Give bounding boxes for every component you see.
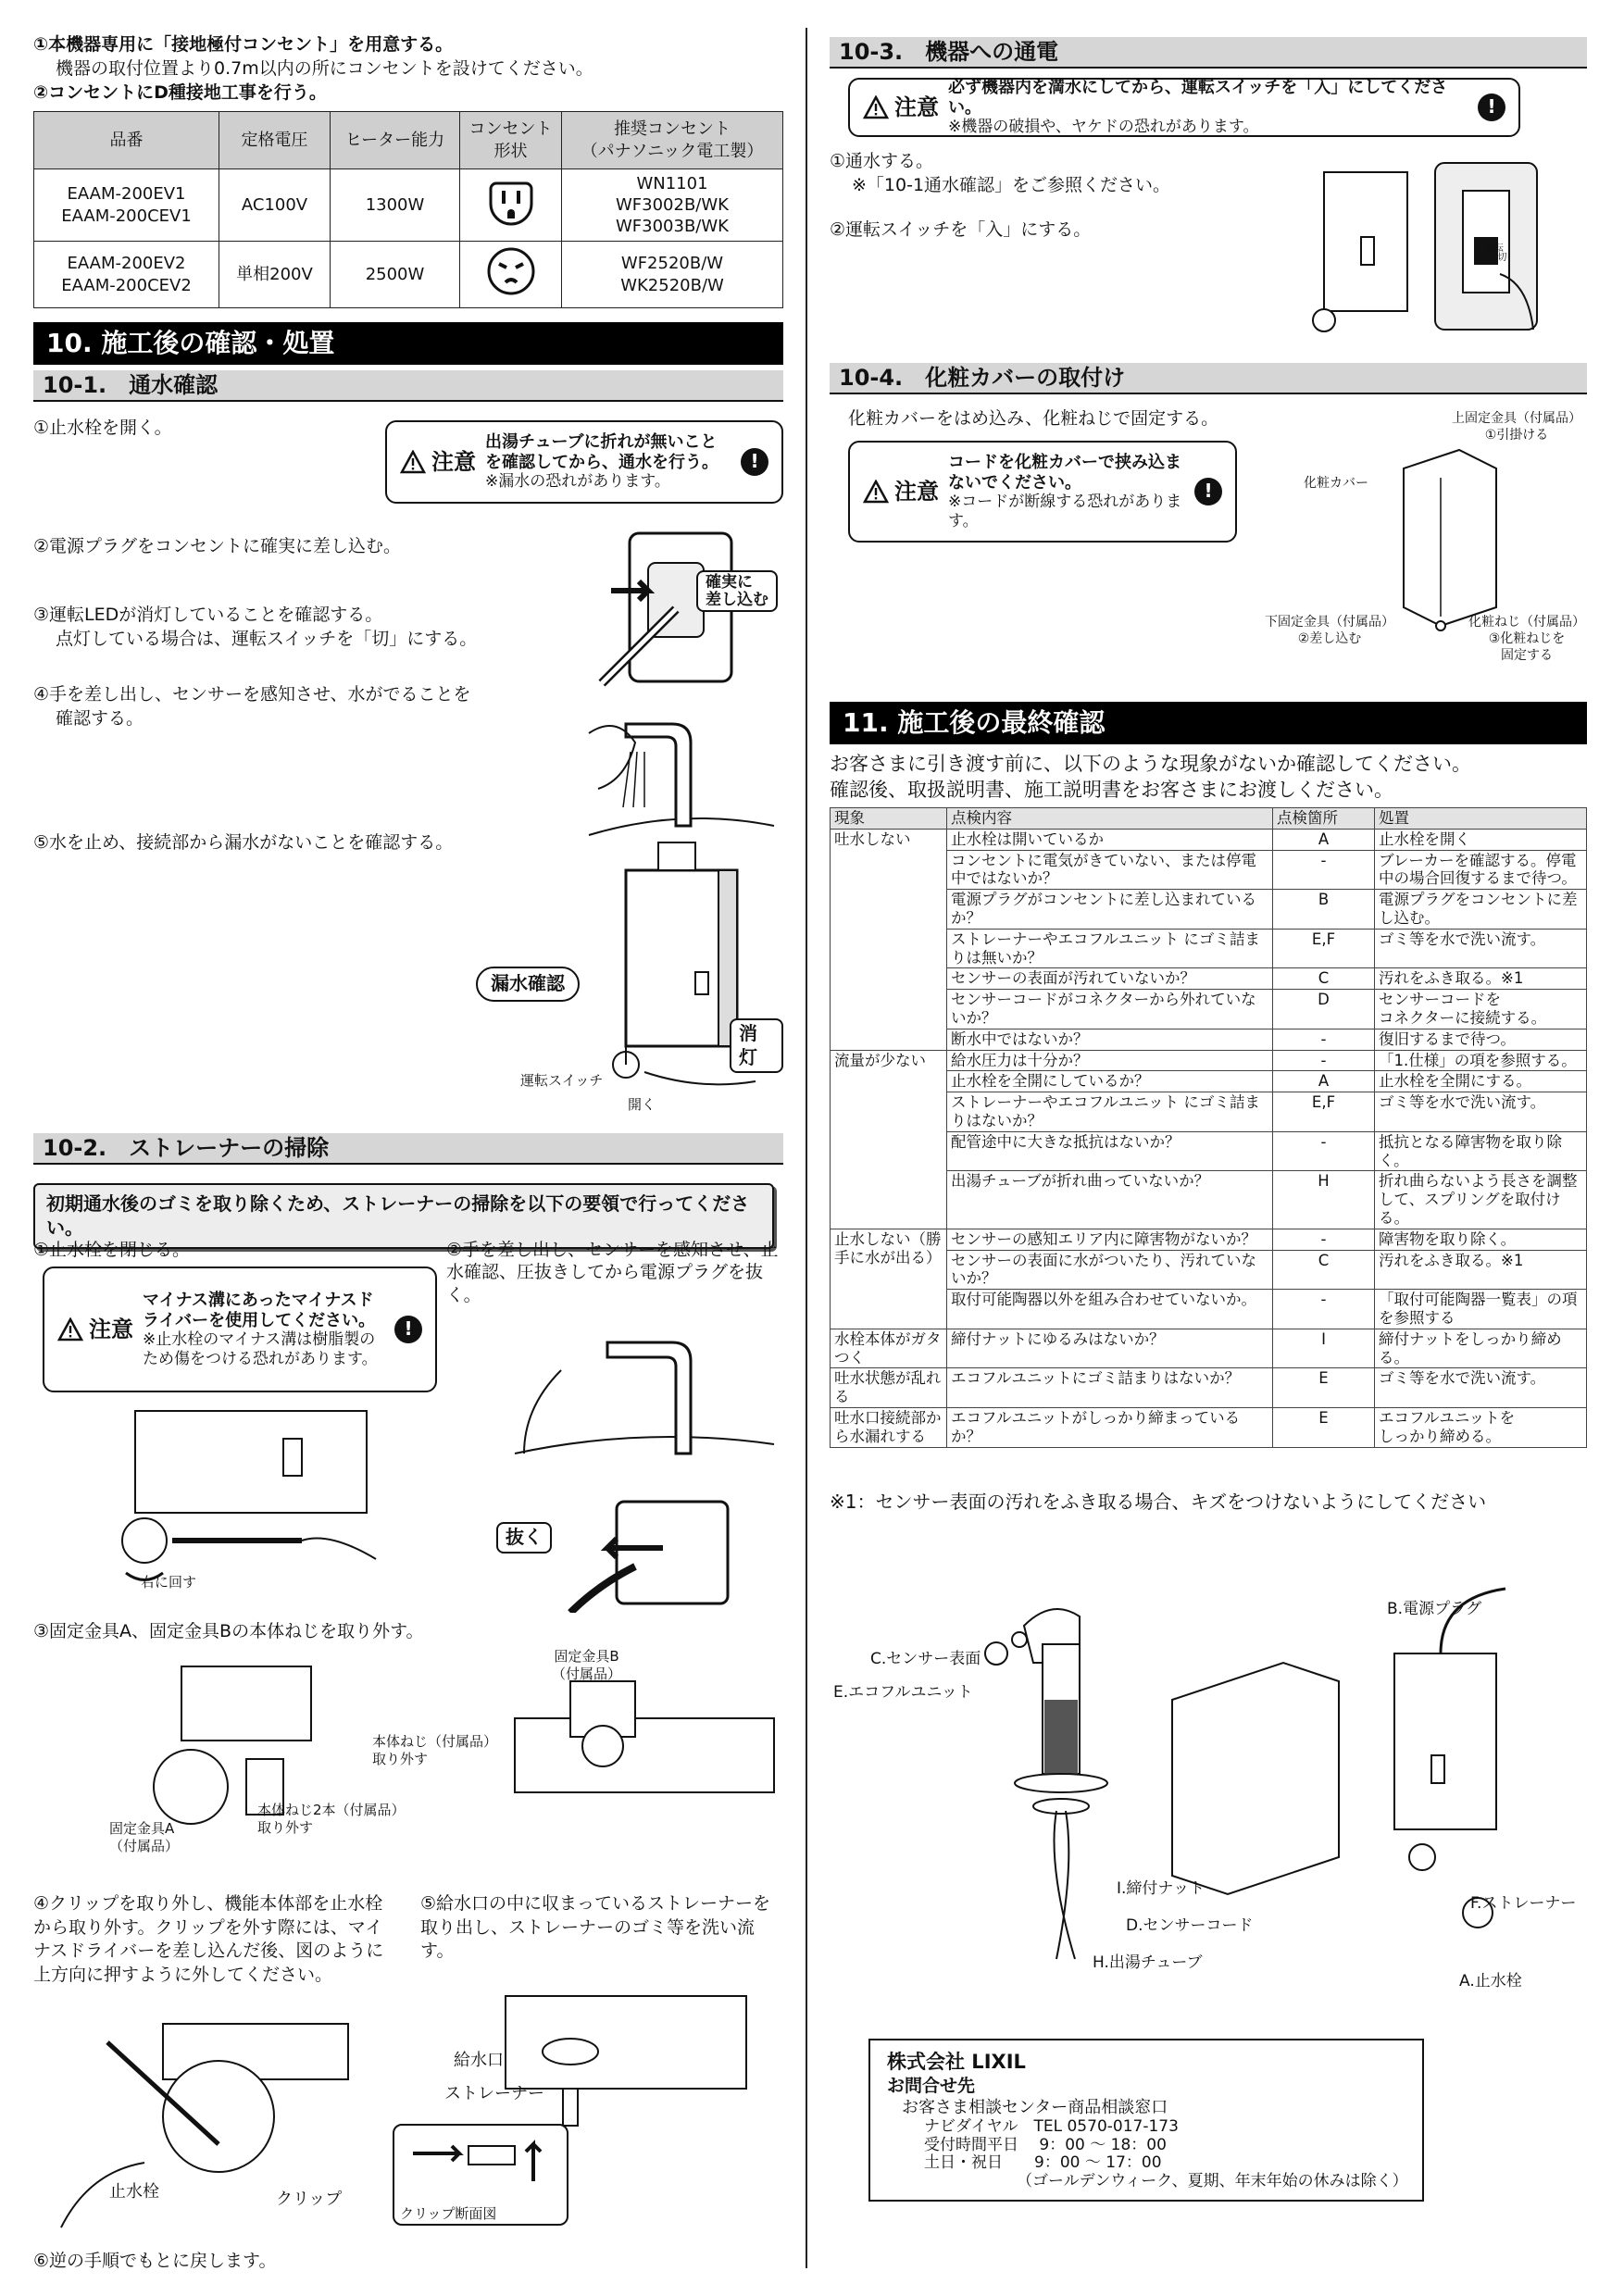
check-action: 「取付可能陶器一覧表」の項を参照する xyxy=(1375,1290,1587,1329)
final-check-table xyxy=(830,807,1587,1448)
check-action: ゴミ等を水で洗い流す。 xyxy=(1375,1368,1587,1408)
grounded-outlet-200v-icon xyxy=(460,242,562,308)
holiday-note: （ゴールデンウィーク、夏期、年末年始の休みは除く） xyxy=(1017,2171,1408,2190)
contact-box xyxy=(868,2039,1424,2202)
check-location: E xyxy=(1273,1368,1375,1408)
check-table-row xyxy=(831,1329,1587,1368)
check-phenomenon: 流量が少ない xyxy=(831,1050,947,1229)
check-location: - xyxy=(1273,1029,1375,1050)
warning-triangle-icon xyxy=(863,480,889,504)
step-10-1-3b: 点灯している場合は、運転スイッチを「切」にする。 xyxy=(56,629,478,649)
clip-section-icon xyxy=(394,2126,567,2200)
check-content: 止水栓は開いているか xyxy=(947,829,1273,850)
check-action: 汚れをふき取る。※1 xyxy=(1375,1250,1587,1290)
exclamation-icon: ! xyxy=(1478,94,1505,121)
exclamation-icon: ! xyxy=(1194,478,1222,505)
check-location: A xyxy=(1273,829,1375,850)
final-intro-1: お客さまに引き渡す前に、以下のような現象がないか確認してください。 xyxy=(830,753,1471,775)
caution-message: マイナス溝にあったマイナスドライバーを使用してください。 ※止水栓のマイナス溝は樹脂製のため傷をつける恐れがあります。 xyxy=(143,1291,378,1368)
footnote: ※1：センサー表面の汚れをふき取る場合、キズをつけないようにしてください xyxy=(830,1491,1487,1513)
check-action: センサーコードを コネクターに接続する。 xyxy=(1375,990,1587,1029)
check-content: コンセントに電気がきていない、または停電中ではないか？ xyxy=(947,850,1273,890)
check-phenomenon: 吐水状態が乱れる xyxy=(831,1368,947,1408)
check-action: 電源プラグをコンセントに差し込む。 xyxy=(1375,890,1587,930)
spec-model: EAAM-200EV2 EAAM-200CEV2 xyxy=(34,242,219,308)
open-label: 開く xyxy=(628,1096,656,1113)
step-10-1-4a: ④手を差し出し、センサーを感知させ、水がでることを xyxy=(33,684,471,705)
clip-section-label: クリップ断面図 xyxy=(400,2205,497,2222)
check-phenomenon: 吐水しない xyxy=(831,829,947,1050)
step-10-1-1: ①止水栓を開く。 xyxy=(33,418,172,438)
spec-heater: 2500W xyxy=(331,242,460,308)
cover-instruction: 化粧カバーをはめ込み、化粧ねじで固定する。 xyxy=(848,408,1219,429)
company-name: 株式会社 LIXIL xyxy=(887,2051,1026,2073)
check-table-row xyxy=(831,1368,1587,1408)
check-content: 電源プラグがコンセントに差し込まれているか？ xyxy=(947,890,1273,930)
weekday-hours: 受付時間平日 9：00 ～ 18：00 xyxy=(924,2135,1167,2154)
step-10-3-1: ①通水する。 xyxy=(830,151,934,171)
check-location: D xyxy=(1273,990,1375,1029)
check-content: 出湯チューブが折れ曲っていないか？ xyxy=(947,1171,1273,1229)
warning-triangle-icon xyxy=(400,450,426,474)
navi-dial: ナビダイヤル TEL 0570-017-173 xyxy=(924,2117,1179,2137)
section-10-1-title: 10-1. 通水確認 xyxy=(33,370,783,402)
spec-recommended: WN1101 WF3002B/WK WF3003B/WK xyxy=(562,169,783,242)
check-table-row xyxy=(831,829,1587,850)
leak-check-callout: 漏水確認 xyxy=(476,967,580,1002)
power-switch-illustration xyxy=(1305,154,1546,339)
check-content: センサーコードがコネクターから外れていないか？ xyxy=(947,990,1273,1029)
faucet-hand-illustration xyxy=(580,696,783,844)
step-10-1-5: ⑤水を止め、接続部から漏水がないことを確認する。 xyxy=(33,832,454,853)
exclamation-icon: ! xyxy=(741,448,768,476)
strainer-banner: 初期通水後のゴミを取り除くため、ストレーナーの掃除を以下の要領で行ってください。 xyxy=(33,1183,774,1249)
step-10-3-1b: ※「10-1通水確認」をご参照ください。 xyxy=(852,175,1171,195)
check-content: センサーの表面が汚れていないか？ xyxy=(947,968,1273,990)
caution-label: 注意 xyxy=(57,1316,133,1344)
caution-message: 出湯チューブに折れが無いことを確認してから、通水を行う。 ※漏水の恐れがあります。 xyxy=(485,432,718,492)
clip-label: クリップ xyxy=(276,2190,343,2209)
bracket-b-illustration xyxy=(487,1663,783,1839)
cover-screw-label: 化粧ねじ（付属品） ③化粧ねじを 固定する xyxy=(1468,615,1585,663)
step-10-1-4b: 確認する。 xyxy=(56,708,144,729)
spec-table xyxy=(33,111,783,308)
spec-row xyxy=(34,242,783,308)
check-content: 取付可能陶器以外を組み合わせていないか。 xyxy=(947,1290,1273,1329)
part-b-label: B.電源プラグ xyxy=(1387,1600,1482,1618)
caution-message: コードを化粧カバーで挟み込まないでください。 ※コードが断線する恐れがあります。 xyxy=(948,453,1182,530)
check-action: 障害物を取り除く。 xyxy=(1375,1229,1587,1250)
check-phenomenon: 吐水口接続部から水漏れする xyxy=(831,1407,947,1447)
check-table-row xyxy=(831,1050,1587,1071)
step-10-2-1: ①止水栓を閉じる。 xyxy=(33,1240,191,1260)
step-10-2-3: ③固定金具A、固定金具Bの本体ねじを取り外す。 xyxy=(33,1621,424,1641)
part-d-label: D.センサーコード xyxy=(1126,1916,1254,1935)
check-location: B xyxy=(1273,890,1375,930)
check-content: 給水圧力は十分か？ xyxy=(947,1050,1273,1071)
check-location: E,F xyxy=(1273,929,1375,968)
step-10-3-2: ②運転スイッチを「入」にする。 xyxy=(830,219,1092,240)
caution-label: 注意 xyxy=(400,448,476,477)
check-location: A xyxy=(1273,1071,1375,1092)
section-10-3-title: 10-3. 機器への通電 xyxy=(830,37,1587,69)
check-action: 折れ曲らないよう長さを調整して、スプリングを取付ける。 xyxy=(1375,1171,1587,1229)
switch-label: 運転スイッチ xyxy=(520,1072,604,1089)
caution-box-power xyxy=(848,78,1520,137)
cover-install-illustration xyxy=(1385,441,1505,635)
caution-box-driver xyxy=(43,1267,437,1392)
upper-bracket-label: 上固定金具（付属品） ①引掛ける xyxy=(1452,411,1581,443)
check-header-location: 点検箇所 xyxy=(1273,808,1375,830)
step-10-2-5: ⑤給水口の中に収まっているストレーナーを取り出し、ストレーナーのゴミ等を洗い流す。 xyxy=(420,1893,771,1962)
check-table-row xyxy=(831,1229,1587,1250)
stopcock-label: 止水栓 xyxy=(109,2182,159,2202)
check-content: センサーの感知エリア内に障害物がないか？ xyxy=(947,1229,1273,1250)
check-content: 締付ナットにゆるみはないか？ xyxy=(947,1329,1273,1368)
check-content: エコフルユニットがしっかり締まっているか？ xyxy=(947,1407,1273,1447)
step-10-2-4: ④クリップを取り外し、機能本体部を止水栓から取り外す。クリップを外す際には、マイナスドライバーを差し込んだ後、図のように上方向に押すように外してください。 xyxy=(33,1893,384,1985)
section-10-title: 10. 施工後の確認・処置 xyxy=(33,322,783,365)
check-table-body xyxy=(831,829,1587,1447)
check-location: E xyxy=(1273,1407,1375,1447)
body-screw-label: 本体ねじ（付属品） 取り外す xyxy=(372,1733,498,1768)
check-action: 止水栓を全開にする。 xyxy=(1375,1071,1587,1092)
part-h-label: H.出湯チューブ xyxy=(1093,1953,1203,1972)
spec-header-heater: ヒーター能力 xyxy=(331,112,460,169)
check-header-content: 点検内容 xyxy=(947,808,1273,830)
spec-voltage: AC100V xyxy=(219,169,331,242)
check-location: E,F xyxy=(1273,1092,1375,1132)
step-10-2-2: ②手を差し出し、センサーを感知させ、止水確認、圧抜きしてから電源プラグを抜く。 xyxy=(446,1240,779,1305)
spec-header-voltage: 定格電圧 xyxy=(219,112,331,169)
step-10-1-3a: ③運転LEDが消灯していることを確認する。 xyxy=(33,605,383,625)
check-action: ゴミ等を水で洗い流す。 xyxy=(1375,1092,1587,1132)
section-10-2-title: 10-2. ストレーナーの掃除 xyxy=(33,1133,783,1165)
check-phenomenon: 水栓本体がガタつく xyxy=(831,1329,947,1368)
stopcock-driver-illustration xyxy=(98,1402,404,1596)
lower-bracket-label: 下固定金具（付属品） ②差し込む xyxy=(1265,615,1394,646)
check-content: ストレーナーやエコフルユニット にゴミ詰まりは無いか？ xyxy=(947,929,1273,968)
step-10-2-6: ⑥逆の手順でもとに戻します。 xyxy=(33,2251,277,2271)
check-content: エコフルユニットにゴミ詰まりはないか？ xyxy=(947,1368,1273,1408)
check-header-phenomenon: 現象 xyxy=(831,808,947,830)
caution-message: 必ず機器内を満水にしてから、運転スイッチを「入」にしてください。 ※機器の破損や、ヤケドの恐れがあります。 xyxy=(948,78,1448,137)
intro-line-2: 機器の取付位置より0.7m以内の所にコンセントを設けてください。 xyxy=(56,58,593,79)
strainer-illustration xyxy=(487,1978,783,2144)
caution-label: 注意 xyxy=(863,94,939,122)
step-10-1-2: ②電源プラグをコンセントに確実に差し込む。 xyxy=(33,536,402,556)
check-action: ブレーカーを確認する。停電中の場合回復するまで待つ。 xyxy=(1375,850,1587,890)
part-f-label: F.ストレーナー xyxy=(1470,1894,1577,1913)
warning-triangle-icon xyxy=(863,95,889,119)
part-a-label: A.止水栓 xyxy=(1459,1972,1522,1990)
pull-plug-illustration xyxy=(561,1492,746,1613)
led-off-callout: 消灯 xyxy=(730,1018,783,1073)
part-e-label: E.エコフルユニット xyxy=(833,1683,973,1702)
pull-callout: 抜く xyxy=(496,1522,552,1554)
check-location: - xyxy=(1273,850,1375,890)
check-content: 断水中ではないか？ xyxy=(947,1029,1273,1050)
check-content: ストレーナーやエコフルユニット にゴミ詰まりはないか？ xyxy=(947,1092,1273,1132)
check-location: C xyxy=(1273,968,1375,990)
inquiry-label: お問合せ先 xyxy=(887,2075,976,2096)
check-header-action: 処置 xyxy=(1375,808,1587,830)
check-action: エコフルユニットを しっかり締める。 xyxy=(1375,1407,1587,1447)
check-action: 締付ナットをしっかり締める。 xyxy=(1375,1329,1587,1368)
part-c-label: C.センサー表面 xyxy=(870,1650,981,1668)
center-label: お客さま相談センター商品相談窓口 xyxy=(902,2098,1168,2118)
warning-triangle-icon xyxy=(57,1317,83,1341)
check-content: 止水栓を全開にしているか？ xyxy=(947,1071,1273,1092)
body-screws-label: 本体ねじ2本（付属品） 取り外す xyxy=(257,1802,406,1837)
spec-heater: 1300W xyxy=(331,169,460,242)
strainer-label: ストレーナー xyxy=(444,2084,544,2103)
check-location: H xyxy=(1273,1171,1375,1229)
caution-box-cord xyxy=(848,441,1237,543)
bracket-a-label: 固定金具A （付属品） xyxy=(109,1820,180,1855)
intro-line-3: ②コンセントにD種接地工事を行う。 xyxy=(33,82,327,103)
check-action: 止水栓を開く xyxy=(1375,829,1587,850)
section-10-4-title: 10-4. 化粧カバーの取付け xyxy=(830,363,1587,394)
holiday-hours: 土日・祝日 9：00 ～ 17：00 xyxy=(924,2153,1162,2173)
check-location: - xyxy=(1273,1290,1375,1329)
spec-model: EAAM-200EV1 EAAM-200CEV1 xyxy=(34,169,219,242)
check-table-row xyxy=(831,1407,1587,1447)
check-action: 抵抗となる障害物を取り除く。 xyxy=(1375,1131,1587,1171)
check-location: - xyxy=(1273,1131,1375,1171)
spec-header-model: 品番 xyxy=(34,112,219,169)
check-content: 配管途中に大きな抵抗はないか？ xyxy=(947,1131,1273,1171)
check-content: センサーの表面に水がついたり、汚れていないか？ xyxy=(947,1250,1273,1290)
check-location: - xyxy=(1273,1050,1375,1071)
check-action: 「1.仕様」の項を参照する。 xyxy=(1375,1050,1587,1071)
power-panel-label: 運転 入/切 xyxy=(1485,243,1507,263)
spec-row xyxy=(34,169,783,242)
plug-callout: 確実に 差し込む xyxy=(696,570,778,612)
turn-right-label: 右に回す xyxy=(141,1574,197,1591)
check-action: ゴミ等を水で洗い流す。 xyxy=(1375,929,1587,968)
caution-box-tube xyxy=(385,420,783,504)
spec-voltage: 単相200V xyxy=(219,242,331,308)
check-action: 復旧するまで待つ。 xyxy=(1375,1029,1587,1050)
faucet-stop-illustration xyxy=(506,1315,783,1472)
check-phenomenon: 止水しない（勝手に水が出る） xyxy=(831,1229,947,1329)
part-i-label: I.締付ナット xyxy=(1117,1879,1206,1898)
section-11-title: 11. 施工後の最終確認 xyxy=(830,702,1587,744)
check-location: C xyxy=(1273,1250,1375,1290)
check-action: 汚れをふき取る。※1 xyxy=(1375,968,1587,990)
cover-label: 化粧カバー xyxy=(1304,476,1368,491)
grounded-outlet-100v-icon xyxy=(460,169,562,242)
column-divider xyxy=(806,28,807,2268)
bracket-b-label: 固定金具B （付属品） xyxy=(552,1648,622,1683)
spec-header-recommended: 推奨コンセント （パナソニック電工製） xyxy=(562,112,783,169)
caution-label: 注意 xyxy=(863,478,939,506)
inlet-label: 給水口 xyxy=(454,2051,504,2070)
spec-header-outlet: コンセント 形状 xyxy=(460,112,562,169)
spec-recommended: WF2520B/W WK2520B/W xyxy=(562,242,783,308)
intro-line-1: ①本機器専用に「接地極付コンセント」を用意する。 xyxy=(33,34,454,55)
exclamation-icon: ! xyxy=(394,1316,422,1343)
final-intro-2: 確認後、取扱説明書、施工説明書をお客さまにお渡しください。 xyxy=(830,779,1393,801)
check-location: I xyxy=(1273,1329,1375,1368)
check-location: - xyxy=(1273,1229,1375,1250)
